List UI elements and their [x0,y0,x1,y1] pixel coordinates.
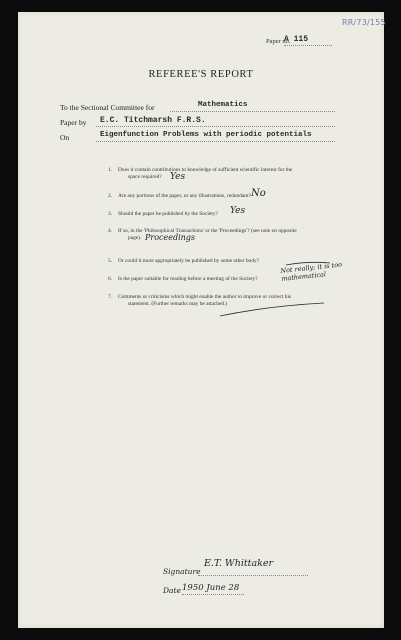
answer-7-dash [218,302,328,318]
page-title: REFEREE'S REPORT [148,69,254,80]
date-line [182,594,244,595]
signature-line [198,575,308,576]
signature-label: Signature [163,567,201,576]
date-label: Date [163,586,181,595]
answer-3: Yes [230,206,246,216]
committee-line [170,111,335,112]
committee-label: To the Sectional Committee for [60,103,155,112]
referee-report-sheet [18,12,384,628]
question-2: 2. Are any portions of the paper, or any illustrations, redundant? [108,193,251,199]
paper-by-line [96,126,335,127]
question-3: 3. Should the paper be published by the Society? [108,211,218,217]
question-1: 1. Does it contain contributions to knowledge of sufficient scientific interest for the space required? [108,167,293,180]
signature-value: E.T. Whittaker [204,558,274,569]
on-line [96,141,335,142]
answer-6: Not really; it is too mathematical [280,260,343,283]
answer-2: No [251,188,266,199]
committee-value: Mathematics [198,101,248,109]
paper-by-value: E.C. Titchmarsh F.R.S. [100,116,206,125]
on-value: Eigenfunction Problems with periodic potentials [100,131,312,139]
date-value: 1950 June 28 [182,583,240,593]
answer-4: Proceedings [145,233,196,242]
question-7: 7. Comments or criticisms which might enable the author to improve or correct his statement. (Further remarks may be attached.) [108,294,292,307]
paper-no-value: A 115 [284,35,309,44]
answer-1: Yes [170,172,186,182]
paper-by-label: Paper by [60,118,87,127]
question-4: 4. If so, in the 'Philosophical Transactions' or the 'Proceedings'? (see note on opposite page). [108,228,297,241]
paper-no-label: Paper no. [266,38,291,45]
on-label: On [60,133,70,142]
question-6: 6. Is the paper suitable for reading before a meeting of the Society? [108,276,258,282]
paper-no-line [284,45,332,46]
question-5: 5. Or could it more appropriately be published by some other body? [108,258,260,264]
reference-mark: RR/73/155 [342,18,386,27]
